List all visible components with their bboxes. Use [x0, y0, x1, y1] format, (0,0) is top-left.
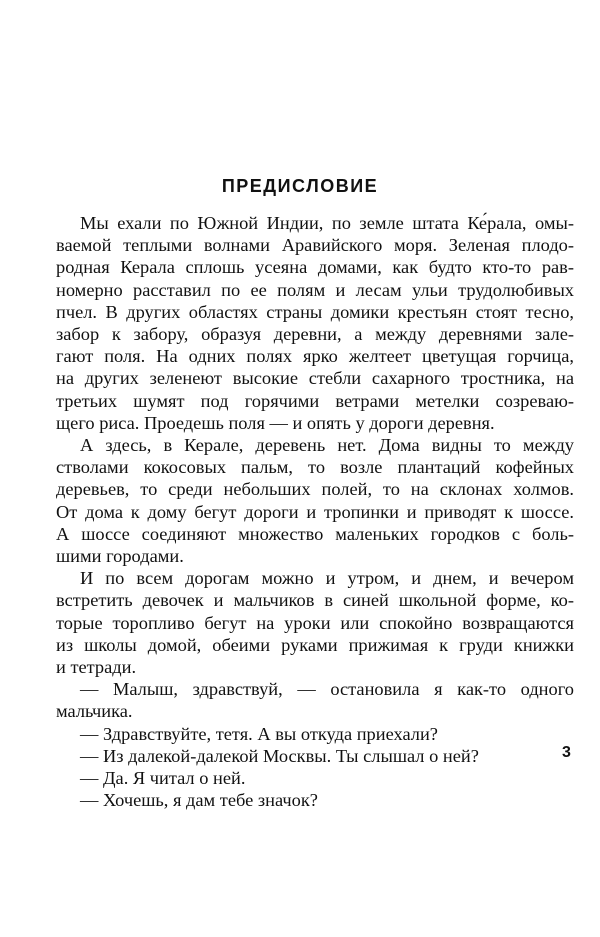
text-line: и тетради. — [56, 657, 137, 678]
text-line: А здесь, в Керале, деревень нет. Дома видны то между — [80, 435, 574, 456]
text-line: торые торопливо бегут на уроки или спокойно возвращаются — [56, 612, 574, 633]
text-line: деревьев, то среди небольших полей, то на склонах холмов. — [56, 479, 574, 500]
dialogue-line-3 — [56, 745, 574, 767]
dialogue-line-1 — [56, 678, 574, 722]
text-line: — Да. Я читал о ней. — [80, 768, 246, 789]
body-text — [56, 212, 574, 811]
text-line: встретить девочек и мальчиков в синей школьной форме, ко- — [56, 590, 574, 611]
text-line: из школы домой, обеими руками прижимая к груди книжки — [56, 634, 574, 655]
paragraph-1 — [56, 212, 574, 434]
text-line: щего риса. Проедешь поля — и опять у дороги деревня. — [56, 412, 495, 433]
text-line: — Хочешь, я дам тебе значок? — [80, 790, 318, 811]
paragraph-2 — [56, 434, 574, 567]
text-line: стволами кокосовых пальм, то возле плантаций кофейных — [56, 457, 574, 478]
text-line: Мы ехали по Южной Индии, по земле штата Ке́рала, омы- — [80, 213, 574, 233]
dialogue-line-5 — [56, 789, 574, 811]
text-line: А шоссе соединяют множество маленьких городков с боль- — [56, 523, 574, 544]
text-line: забор к забору, образуя деревни, а между деревнями зале- — [56, 324, 574, 345]
text-line: гают поля. На одних полях ярко желтеет цветущая горчица, — [56, 346, 574, 367]
text-line: на других зеленеют высокие стебли сахарного тростника, на — [56, 368, 574, 389]
text-line: ваемой теплыми волнами Аравийского моря. Зеленая плодо- — [56, 235, 574, 256]
page-number: 3 — [562, 744, 571, 761]
text-line: — Здравствуйте, тетя. А вы откуда приехали? — [80, 723, 438, 744]
text-line: третьих шумят под горячими ветрами метелки созреваю- — [56, 390, 574, 411]
page-title: ПРЕДИСЛОВИЕ — [221, 176, 379, 196]
text-line: И по всем дорогам можно и утром, и днем, и вечером — [80, 568, 574, 589]
text-line: — Из далекой-далекой Москвы. Ты слышал о ней? — [80, 745, 479, 766]
paragraph-3 — [56, 567, 574, 678]
text-line: шими городами. — [56, 546, 184, 567]
text-line: От дома к дому бегут дороги и тропинки и приводят к шоссе. — [56, 501, 574, 522]
text-line: мальчика. — [56, 701, 133, 722]
text-line: номерно расставил по ее полям и лесам ульи трудолюбивых — [56, 279, 574, 300]
text-line: — Малыш, здравствуй, — остановила я как-то одного — [80, 679, 574, 700]
dialogue-line-2 — [56, 723, 574, 745]
text-line: родная Керала сплошь усеяна домами, как будто кто-то рав- — [56, 257, 574, 278]
text-line: пчел. В других областях страны домики крестьян стоят тесно, — [56, 301, 574, 322]
dialogue-line-4 — [56, 767, 574, 789]
